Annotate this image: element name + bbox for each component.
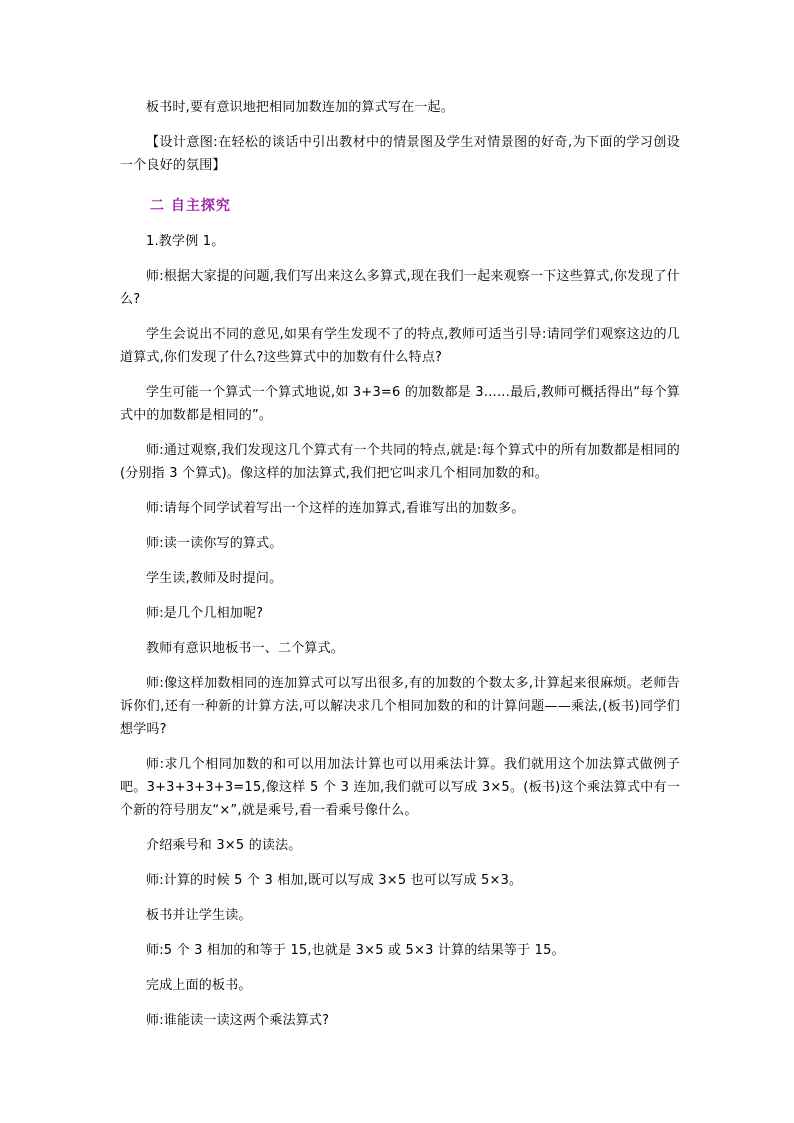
paragraph: 师:像这样加数相同的连加算式可以写出很多,有的加数的个数太多,计算起来很麻烦。老师告诉你们,还有一种新的计算方法,可以解决求几个相同加数的和的计算问题——乘法,(板书)同学们想学吗? [120, 676, 680, 737]
paragraph: 师:计算的时候 5 个 3 相加,既可以写成 3×5 也可以写成 5×3。 [146, 873, 523, 888]
paragraph: 完成上面的板书。 [146, 978, 252, 993]
paragraph: 介绍乘号和 3×5 的读法。 [146, 838, 302, 853]
paragraph: 学生会说出不同的意见,如果有学生发现不了的特点,教师可适当引导:请同学们观察这边的几道算式,你们发现了什么?这些算式中的加数有什么特点? [120, 327, 680, 365]
lesson-plan-text [120, 96, 680, 1032]
paragraph: 板书时,要有意识地把相同加数连加的算式写在一起。 [146, 100, 454, 115]
paragraph: 师:求几个相同加数的和可以用加法计算也可以用乘法计算。我们就用这个加法算式做例子吧。3+3+3+3+3=15,像这样 5 个 3 连加,我们就可以写成 3×5。(板书)这个乘法算式中有一个新的符号朋友“×”,就是乘号,看一看乘号像什么。 [120, 757, 680, 818]
paragraph: 师:谁能读一读这两个乘法算式? [146, 1013, 330, 1028]
design-intent-paragraph: 【设计意图:在轻松的谈话中引出教材中的情景图及学生对情景图的好奇,为下面的学习创设一个良好的氛围】 [120, 135, 680, 173]
paragraph: 学生可能一个算式一个算式地说,如 3+3=6 的加数都是 3……最后,教师可概括得出“每个算式中的加数都是相同的”。 [120, 385, 680, 423]
paragraph: 师:是几个几相加呢? [146, 606, 264, 621]
paragraph: 教师有意识地板书一、二个算式。 [146, 641, 345, 656]
paragraph: 师:根据大家提的问题,我们写出来这么多算式,现在我们一起来观察一下这些算式,你发现了什么? [120, 269, 680, 307]
paragraph: 师:5 个 3 相加的和等于 15,也就是 3×5 或 5×3 计算的结果等于 15。 [146, 943, 565, 958]
paragraph: 板书并让学生读。 [146, 908, 252, 923]
paragraph: 师:读一读你写的算式。 [146, 536, 283, 551]
paragraph: 师:通过观察,我们发现这几个算式有一个共同的特点,就是:每个算式中的所有加数都是相同的(分别指 3 个算式)。像这样的加法算式,我们把它叫求几个相同加数的和。 [120, 443, 680, 481]
paragraph: 学生读,教师及时提问。 [146, 571, 283, 586]
paragraph: 师:请每个同学试着写出一个这样的连加算式,看谁写出的加数多。 [146, 501, 525, 516]
section-heading: 二 自主探究 [150, 198, 231, 214]
paragraph: 1.教学例 1。 [146, 234, 225, 249]
